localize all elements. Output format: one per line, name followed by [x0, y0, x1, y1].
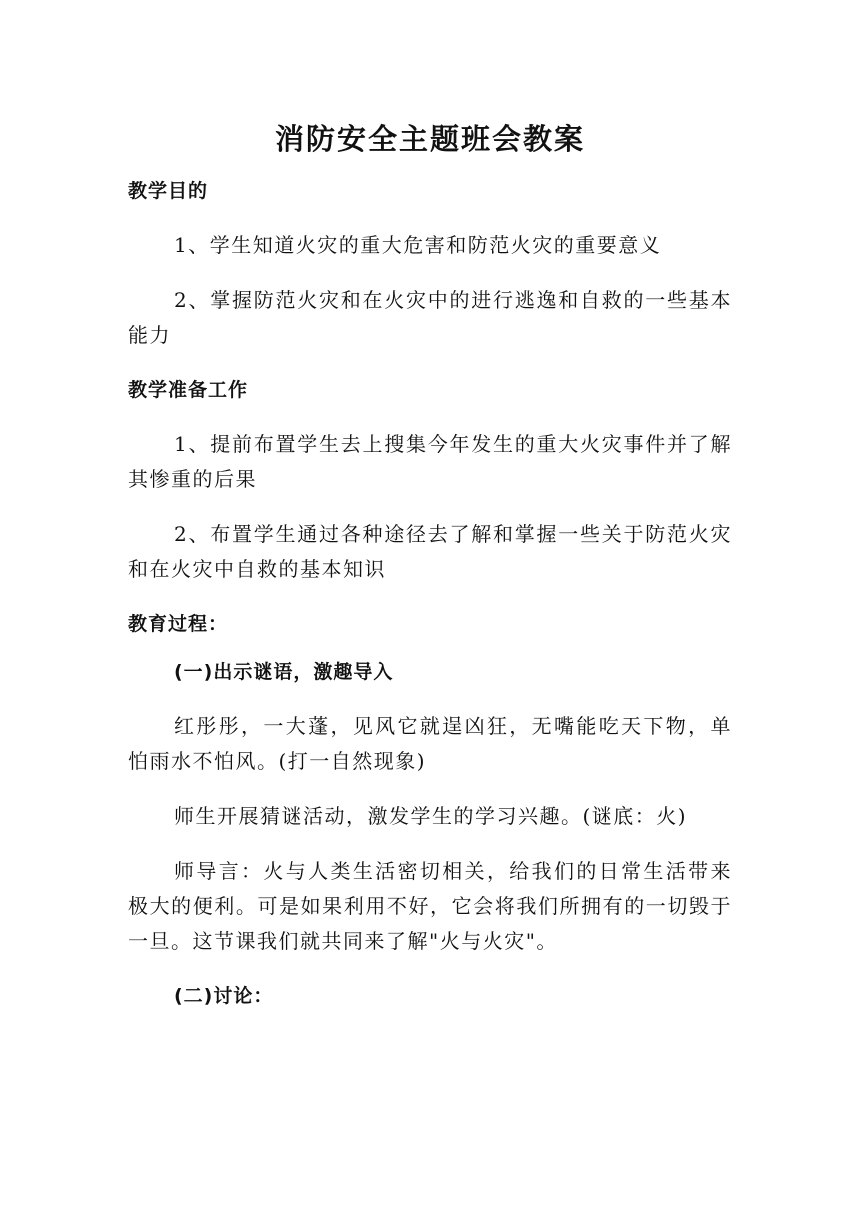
preparation-item: 2、布置学生通过各种途径去了解和掌握一些关于防范火灾和在火灾中自救的基本知识 — [128, 522, 732, 581]
process-paragraph: 红彤彤，一大蓬，见风它就逞凶狂，无嘴能吃天下物，单怕雨水不怕风。(打一自然现象) — [128, 714, 732, 773]
objective-item: 1、学生知道火灾的重大危害和防范火灾的重要意义 — [174, 233, 662, 257]
document-title: 消防安全主题班会教案 — [274, 122, 585, 156]
process-paragraph: 师导言：火与人类生活密切相关，给我们的日常生活带来极大的便利。可是如果利用不好，它会将我们所拥有的一切毁于一旦。这节课我们就共同来了解"火与火灾"。 — [128, 859, 732, 953]
process-paragraph: 师生开展猜谜活动，激发学生的学习兴趣。(谜底：火) — [174, 804, 688, 828]
sub-heading-part2: (二)讨论： — [174, 985, 274, 1007]
section-heading-process: 教育过程： — [128, 613, 229, 635]
preparation-item: 1、提前布置学生去上搜集今年发生的重大火灾事件并了解其惨重的后果 — [128, 432, 732, 491]
sub-heading-part1: (一)出示谜语，激趣导入 — [174, 661, 394, 683]
objective-item: 2、掌握防范火灾和在火灾中的进行逃逸和自救的一些基本能力 — [128, 288, 732, 347]
section-heading-objectives: 教学目的 — [128, 180, 209, 202]
section-heading-preparation: 教学准备工作 — [128, 379, 249, 401]
